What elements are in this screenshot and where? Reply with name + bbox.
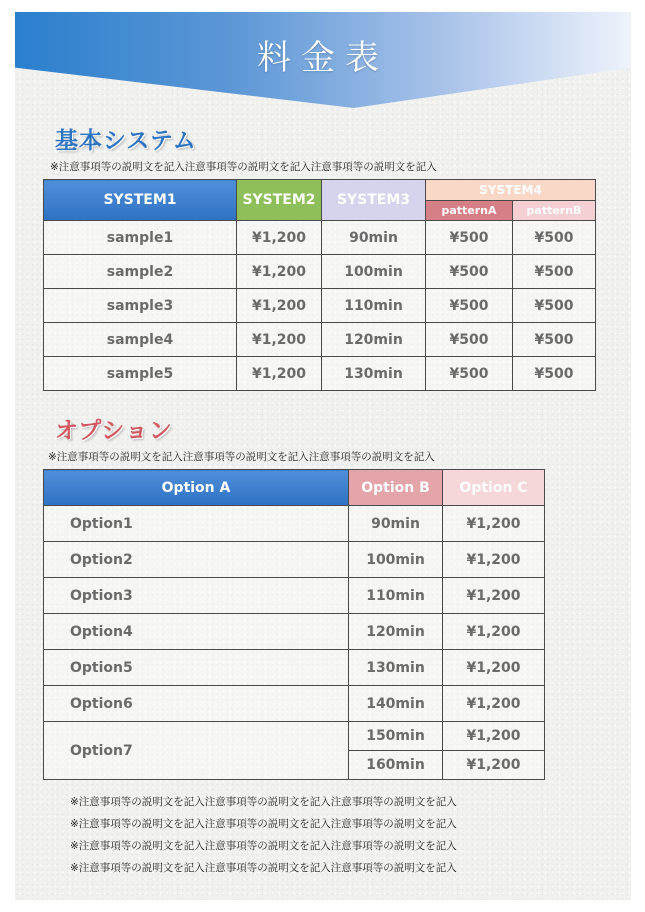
- row-pattern-b: ¥500: [513, 289, 596, 323]
- header-pattern-b: patternB: [513, 201, 596, 221]
- table-row: [44, 614, 545, 650]
- table-row: [44, 289, 596, 323]
- header-option-b: Option B: [349, 470, 443, 506]
- row-name: sample1: [44, 221, 237, 255]
- option-price: ¥1,200: [443, 542, 545, 578]
- option-price: ¥1,200: [443, 722, 545, 751]
- option-price: ¥1,200: [443, 578, 545, 614]
- table-row: [44, 323, 596, 357]
- option-name: Option1: [44, 506, 349, 542]
- footer-note: ※注意事項等の説明文を記入注意事項等の説明文を記入注意事項等の説明文を記入: [70, 818, 457, 830]
- header-option-c: Option C: [443, 470, 545, 506]
- row-pattern-b: ¥500: [513, 357, 596, 391]
- footer-note: ※注意事項等の説明文を記入注意事項等の説明文を記入注意事項等の説明文を記入: [70, 840, 457, 852]
- row-name: sample3: [44, 289, 237, 323]
- option-price: ¥1,200: [443, 686, 545, 722]
- system-section-title: 基本システム: [55, 128, 197, 154]
- table-row: [44, 221, 596, 255]
- row-pattern-b: ¥500: [513, 221, 596, 255]
- row-pattern-a: ¥500: [426, 289, 513, 323]
- option-price: ¥1,200: [443, 751, 545, 780]
- header-system3: SYSTEM3: [322, 180, 426, 221]
- table-row: [44, 542, 545, 578]
- page-title: 料金表: [257, 38, 389, 78]
- header-option-a: Option A: [44, 470, 349, 506]
- row-pattern-a: ¥500: [426, 221, 513, 255]
- header-pattern-a: patternA: [426, 201, 513, 221]
- row-name: sample5: [44, 357, 237, 391]
- option-time: 150min: [349, 722, 443, 751]
- row-name: sample2: [44, 255, 237, 289]
- table-row: [44, 722, 545, 751]
- option-price-table: [43, 469, 545, 780]
- table-row: [44, 650, 545, 686]
- option-price: ¥1,200: [443, 506, 545, 542]
- row-price: ¥1,200: [237, 221, 322, 255]
- option-name: Option3: [44, 578, 349, 614]
- row-price: ¥1,200: [237, 289, 322, 323]
- row-pattern-a: ¥500: [426, 323, 513, 357]
- row-time: 90min: [322, 221, 426, 255]
- footer-note: ※注意事項等の説明文を記入注意事項等の説明文を記入注意事項等の説明文を記入: [70, 796, 457, 808]
- footer-note: ※注意事項等の説明文を記入注意事項等の説明文を記入注意事項等の説明文を記入: [70, 862, 457, 874]
- option-time: 120min: [349, 614, 443, 650]
- row-time: 100min: [322, 255, 426, 289]
- option-section-title: オプション: [55, 418, 173, 444]
- row-time: 110min: [322, 289, 426, 323]
- option-time: 130min: [349, 650, 443, 686]
- row-pattern-b: ¥500: [513, 255, 596, 289]
- table-row: [44, 578, 545, 614]
- header-system1: SYSTEM1: [44, 180, 237, 221]
- option-name: Option4: [44, 614, 349, 650]
- option-name: Option2: [44, 542, 349, 578]
- row-pattern-b: ¥500: [513, 323, 596, 357]
- row-price: ¥1,200: [237, 323, 322, 357]
- row-pattern-a: ¥500: [426, 255, 513, 289]
- row-price: ¥1,200: [237, 357, 322, 391]
- option-time: 160min: [349, 751, 443, 780]
- option-name: Option6: [44, 686, 349, 722]
- system-note: ※注意事項等の説明文を記入注意事項等の説明文を記入注意事項等の説明文を記入: [50, 161, 437, 173]
- table-row: [44, 506, 545, 542]
- table-row: [44, 357, 596, 391]
- row-time: 130min: [322, 357, 426, 391]
- option-time: 90min: [349, 506, 443, 542]
- option-price: ¥1,200: [443, 650, 545, 686]
- system-price-table: [43, 179, 596, 391]
- option-name: Option5: [44, 650, 349, 686]
- table-row: [44, 686, 545, 722]
- option-time: 140min: [349, 686, 443, 722]
- row-name: sample4: [44, 323, 237, 357]
- header-system4: SYSTEM4: [426, 180, 596, 201]
- option-price: ¥1,200: [443, 614, 545, 650]
- option-time: 100min: [349, 542, 443, 578]
- row-pattern-a: ¥500: [426, 357, 513, 391]
- option-name: Option7: [44, 722, 349, 780]
- option-note: ※注意事項等の説明文を記入注意事項等の説明文を記入注意事項等の説明文を記入: [48, 451, 435, 463]
- row-time: 120min: [322, 323, 426, 357]
- header-system2: SYSTEM2: [237, 180, 322, 221]
- table-row: [44, 255, 596, 289]
- row-price: ¥1,200: [237, 255, 322, 289]
- option-time: 110min: [349, 578, 443, 614]
